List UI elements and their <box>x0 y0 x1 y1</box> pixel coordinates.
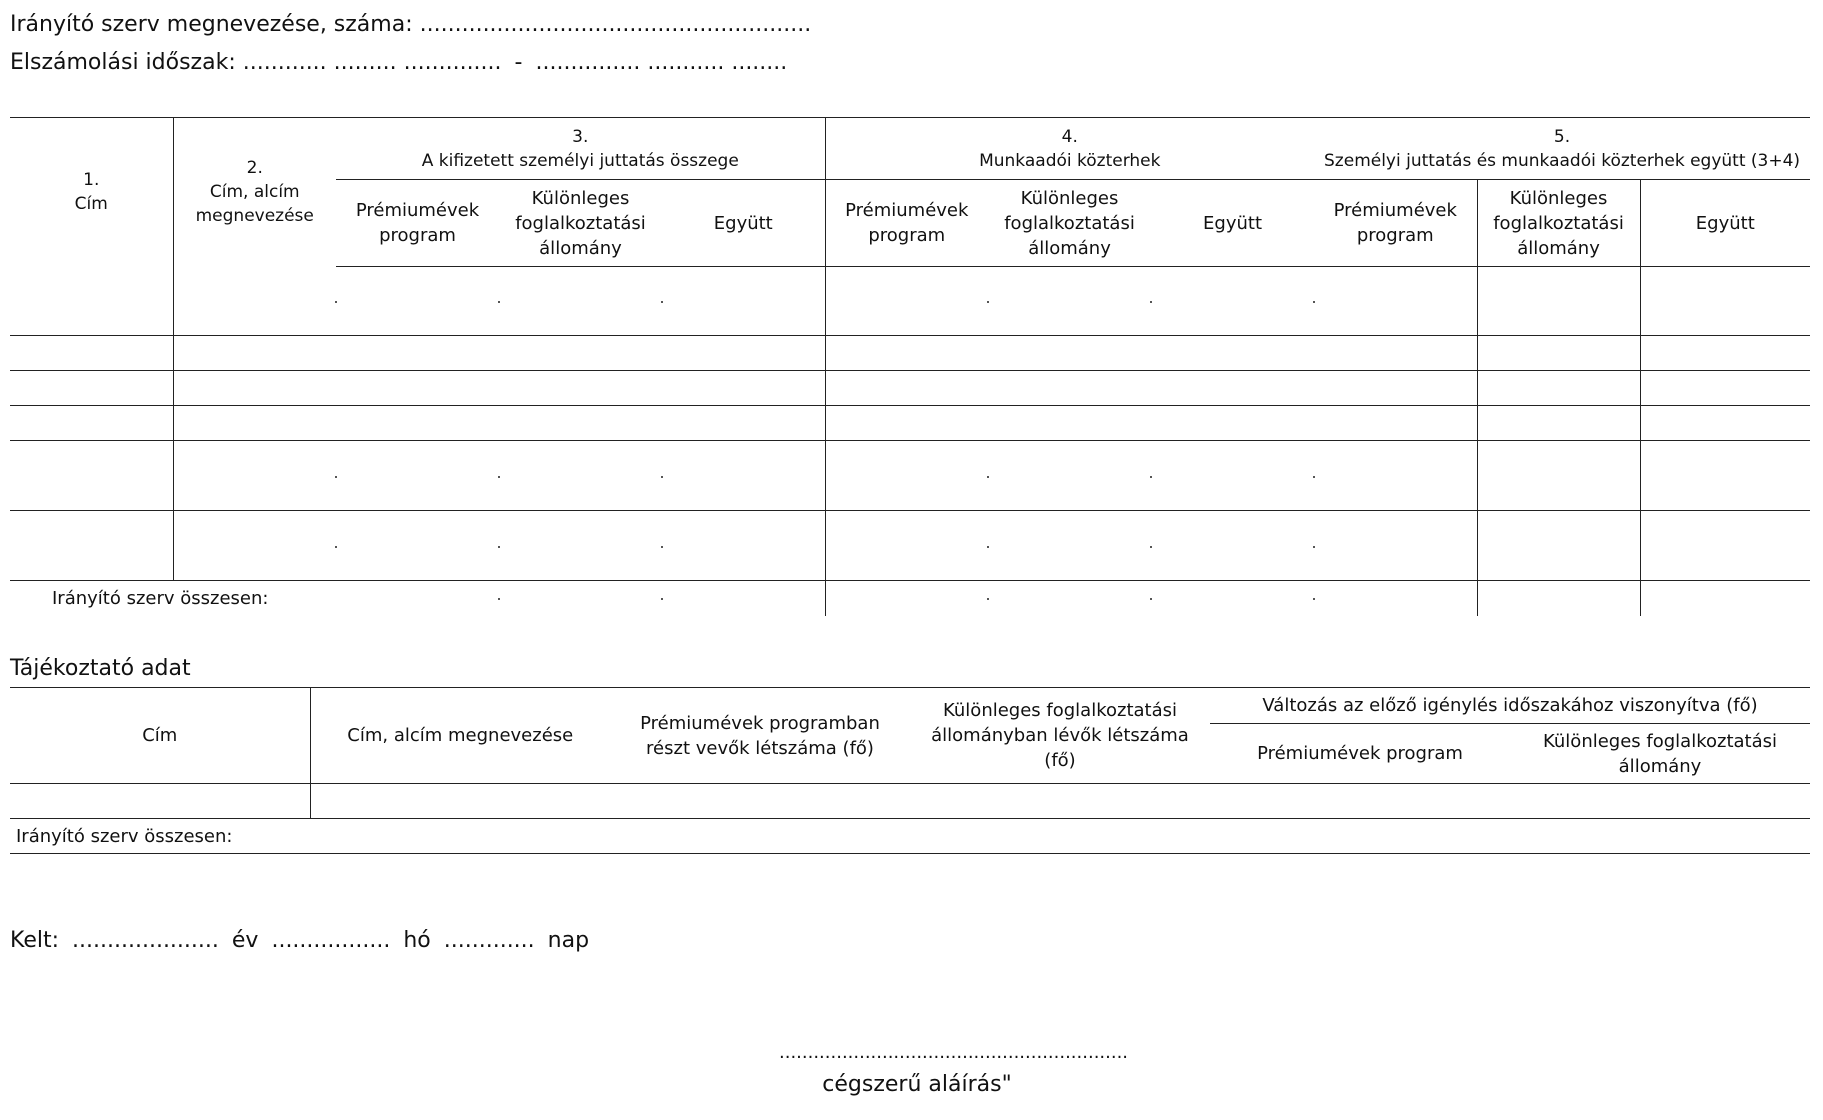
signature-label: cégszerű aláírás" <box>822 1072 1012 1097</box>
cell[interactable] <box>1477 441 1640 511</box>
cell[interactable] <box>10 406 173 441</box>
cell[interactable] <box>825 267 988 336</box>
signature-field[interactable]: ............................................................. <box>779 1042 1129 1063</box>
sub-premium-3: Prémiumévek program <box>336 180 499 267</box>
cell[interactable] <box>499 336 662 371</box>
cell[interactable] <box>1151 406 1314 441</box>
cell[interactable] <box>499 581 662 616</box>
period-start-month-field[interactable]: ......... <box>333 50 397 75</box>
cell[interactable] <box>499 511 662 581</box>
sub-together-5: Együtt <box>1640 180 1810 267</box>
cell[interactable] <box>499 441 662 511</box>
cell[interactable] <box>910 784 1210 819</box>
cell[interactable] <box>1640 406 1810 441</box>
year-label: év <box>231 928 259 953</box>
cell[interactable] <box>1151 441 1314 511</box>
cell[interactable] <box>10 511 173 581</box>
group5-number: 5. <box>1553 126 1571 147</box>
cell[interactable] <box>1314 406 1477 441</box>
col1-label: Cím <box>74 194 108 215</box>
cell[interactable] <box>499 267 662 336</box>
cell[interactable] <box>1314 371 1477 406</box>
cell[interactable] <box>825 441 988 511</box>
cell[interactable] <box>310 784 610 819</box>
org-name-line <box>10 12 811 37</box>
cell[interactable] <box>662 581 825 616</box>
table-row <box>10 511 1810 581</box>
org-name-field[interactable]: ........................................................ <box>419 12 812 37</box>
info-col-cim: Cím <box>10 688 310 784</box>
cell[interactable] <box>1151 336 1314 371</box>
cell[interactable] <box>988 371 1151 406</box>
cell[interactable] <box>336 581 499 616</box>
sub-together-3: Együtt <box>662 180 825 267</box>
year-field[interactable]: ..................... <box>72 928 219 953</box>
date-line <box>10 928 589 953</box>
group3-number: 3. <box>572 126 589 147</box>
cell[interactable] <box>1477 581 1640 616</box>
cell[interactable] <box>499 406 662 441</box>
sub-special-3: Különleges foglalkoztatási állomány <box>499 180 662 267</box>
info-table <box>10 687 1810 854</box>
sub-premium-4: Prémiumévek program <box>825 180 988 267</box>
day-label: nap <box>547 928 590 953</box>
day-field[interactable]: ............. <box>443 928 535 953</box>
cell[interactable] <box>336 406 499 441</box>
period-dash: - <box>514 50 523 75</box>
cell[interactable] <box>1640 336 1810 371</box>
cell[interactable] <box>1477 511 1640 581</box>
period-end-month-field[interactable]: ........... <box>647 50 725 75</box>
info-total-label: Irányító szerv összesen: <box>10 819 1810 854</box>
cell[interactable] <box>336 371 499 406</box>
period-line <box>10 50 787 75</box>
cell[interactable] <box>825 406 988 441</box>
cell[interactable] <box>1314 267 1477 336</box>
cell[interactable] <box>1477 336 1640 371</box>
cell[interactable] <box>1314 581 1477 616</box>
cell[interactable] <box>1314 336 1477 371</box>
group4-header <box>825 118 1314 180</box>
sub-special-5: Különleges foglalkoztatási állomány <box>1477 180 1640 267</box>
cell[interactable] <box>662 336 825 371</box>
period-start-day-field[interactable]: .............. <box>403 50 502 75</box>
col1-header <box>10 118 173 267</box>
cell[interactable] <box>1510 784 1810 819</box>
cell[interactable] <box>1151 267 1314 336</box>
info-col-name: Cím, alcím megnevezése <box>310 688 610 784</box>
org-name-label: Irányító szerv megnevezése, száma: <box>10 12 413 37</box>
cell[interactable] <box>988 336 1151 371</box>
cell[interactable] <box>825 581 988 616</box>
table-row <box>10 336 1810 371</box>
sub-together-4: Együtt <box>1151 180 1314 267</box>
col2-header <box>173 118 336 267</box>
cell[interactable] <box>10 267 173 336</box>
cell[interactable] <box>336 336 499 371</box>
cell[interactable] <box>10 371 173 406</box>
cell[interactable] <box>662 441 825 511</box>
month-field[interactable]: ................. <box>271 928 391 953</box>
cell[interactable] <box>988 511 1151 581</box>
cell[interactable] <box>988 406 1151 441</box>
main-table <box>10 117 1810 616</box>
cell[interactable] <box>1151 581 1314 616</box>
cell[interactable] <box>173 371 336 406</box>
cell[interactable] <box>10 441 173 511</box>
info-title: Tájékoztató adat <box>10 656 191 681</box>
cell[interactable] <box>1151 511 1314 581</box>
cell[interactable] <box>10 784 310 819</box>
cell[interactable] <box>1640 581 1810 616</box>
cell[interactable] <box>1477 406 1640 441</box>
cell[interactable] <box>336 511 499 581</box>
table-row <box>10 441 1810 511</box>
group5-header <box>1314 118 1810 180</box>
cell[interactable] <box>988 441 1151 511</box>
cell[interactable] <box>173 336 336 371</box>
cell[interactable] <box>336 441 499 511</box>
cell[interactable] <box>1640 511 1810 581</box>
total-row <box>10 581 1810 616</box>
cell[interactable] <box>1640 441 1810 511</box>
cell[interactable] <box>825 511 988 581</box>
cell[interactable] <box>662 267 825 336</box>
col2-number: 2. <box>246 158 263 179</box>
table-row <box>10 406 1810 441</box>
group5-label: Személyi juttatás és munkaadói közterhek együtt (3+4) <box>1324 150 1801 171</box>
period-start-year-field[interactable]: ............ <box>242 50 327 75</box>
cell[interactable] <box>988 267 1151 336</box>
period-end-day-field[interactable]: ........ <box>731 50 788 75</box>
cell[interactable] <box>336 267 499 336</box>
cell[interactable] <box>173 441 336 511</box>
cell[interactable] <box>1477 267 1640 336</box>
cell[interactable] <box>825 371 988 406</box>
cell[interactable] <box>173 406 336 441</box>
main-total-label: Irányító szerv összesen: <box>52 587 269 609</box>
table-row <box>10 267 1810 336</box>
period-end-year-field[interactable]: ............... <box>535 50 641 75</box>
group4-label: Munkaadói közterhek <box>979 150 1161 171</box>
total-row <box>10 819 1810 854</box>
col2-label: Cím, alcím megnevezése <box>195 182 314 227</box>
cell[interactable] <box>988 581 1151 616</box>
col1-number: 1. <box>83 170 100 191</box>
cell[interactable] <box>662 371 825 406</box>
cell[interactable] <box>825 336 988 371</box>
group3-header <box>336 118 825 180</box>
cell[interactable] <box>1314 441 1477 511</box>
info-col-premium-count: Prémiumévek programban részt vevők létszáma (fő) <box>610 688 910 784</box>
cell[interactable] <box>1314 511 1477 581</box>
month-label: hó <box>403 928 431 953</box>
sub-special-4: Különleges foglalkoztatási állomány <box>988 180 1151 267</box>
cell[interactable] <box>173 267 336 336</box>
cell[interactable] <box>662 511 825 581</box>
cell[interactable] <box>173 511 336 581</box>
kelt-label: Kelt: <box>10 928 60 953</box>
table-row <box>10 371 1810 406</box>
cell[interactable] <box>1640 267 1810 336</box>
cell[interactable] <box>1640 371 1810 406</box>
info-col-special-count: Különleges foglalkoztatási állományban lévők létszáma (fő) <box>910 688 1210 784</box>
info-col-change-special: Különleges foglalkoztatási állomány <box>1510 724 1810 784</box>
group3-label: A kifizetett személyi juttatás összege <box>421 150 739 171</box>
sub-premium-5: Prémiumévek program <box>1314 180 1477 267</box>
cell[interactable] <box>662 406 825 441</box>
cell[interactable] <box>10 336 173 371</box>
info-col-change: Változás az előző igénylés időszakához viszonyítva (fő) <box>1210 688 1810 724</box>
info-col-change-premium: Prémiumévek program <box>1210 724 1510 784</box>
cell[interactable] <box>1477 371 1640 406</box>
cell[interactable] <box>499 371 662 406</box>
table-row <box>10 784 1810 819</box>
cell[interactable] <box>1210 784 1510 819</box>
group4-number: 4. <box>1061 126 1078 147</box>
period-label: Elszámolási időszak: <box>10 50 236 75</box>
cell[interactable] <box>1151 371 1314 406</box>
cell[interactable] <box>610 784 910 819</box>
